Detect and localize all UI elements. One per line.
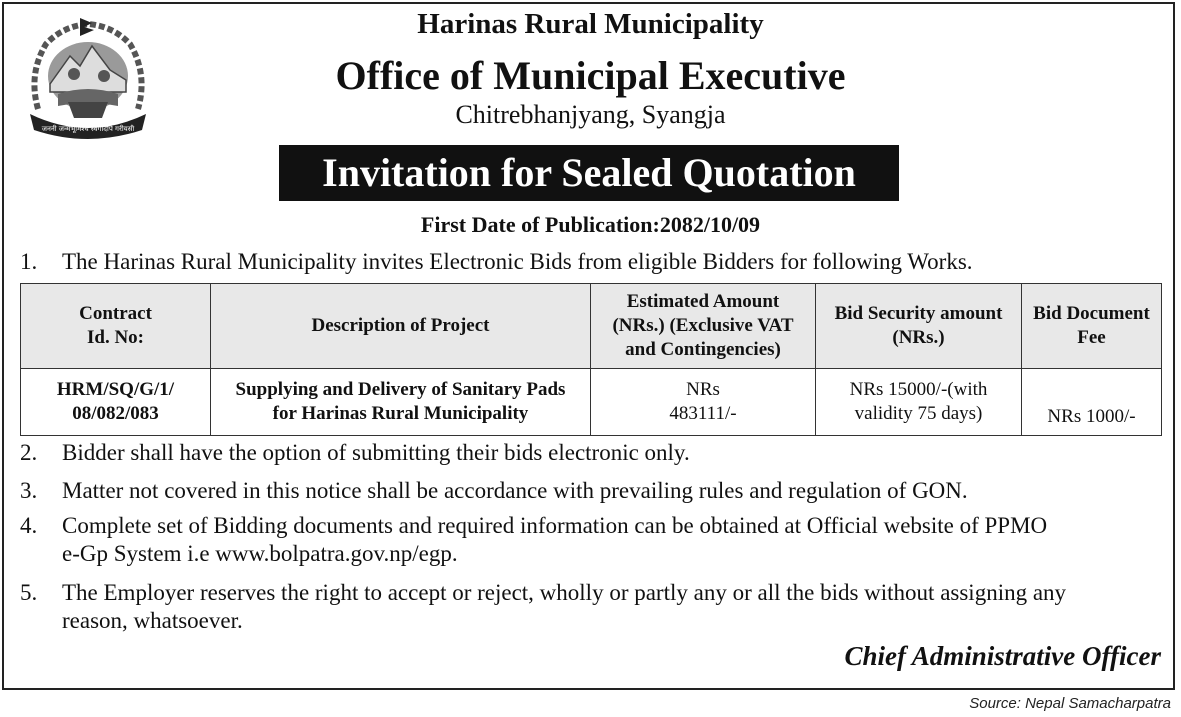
item-text: Complete set of Bidding documents and required information can be obtained at Official website of PPMO e-Gp System i.e www.bolpatra.gov.np/egp.	[62, 513, 1048, 566]
header-document-fee: Bid Document Fee	[1022, 284, 1162, 369]
item-number: 5.	[20, 580, 38, 605]
header-bid-security: Bid Security amount (NRs.)	[816, 284, 1022, 369]
signatory-title: Chief Administrative Officer	[844, 641, 1161, 671]
cell-estimated-amount: NRs 483111/-	[591, 369, 816, 436]
item-text: Matter not covered in this notice shall be accordance with prevailing rules and regulation of GON.	[62, 478, 968, 503]
header-contract-id: Contract Id. No:	[21, 284, 211, 369]
item-number: 2.	[20, 440, 38, 465]
publication-date: First Date of Publication:2082/10/09	[420, 212, 761, 237]
notice-title: Invitation for Sealed Quotation	[279, 145, 899, 201]
table-header-row	[21, 284, 1162, 369]
cell-document-fee: NRs 1000/-	[1022, 369, 1162, 436]
bid-table	[20, 283, 1162, 436]
cell-contract-id: HRM/SQ/G/1/ 08/082/083	[21, 369, 211, 436]
item-number: 4.	[20, 513, 38, 538]
source-credit: Source: Nepal Samacharpatra	[969, 695, 1171, 712]
notice-item-4	[20, 512, 1161, 572]
header-estimated-amount: Estimated Amount (NRs.) (Exclusive VAT and Contingencies)	[591, 284, 816, 369]
item-text: Bidder shall have the option of submitting their bids electronic only.	[62, 440, 690, 465]
cell-description: Supplying and Delivery of Sanitary Pads for Harinas Rural Municipality	[211, 369, 591, 436]
municipality-name: Harinas Rural Municipality	[417, 8, 764, 40]
item-number: 1.	[20, 249, 38, 274]
item-text: The Harinas Rural Municipality invites Electronic Bids from eligible Bidders for following Works.	[62, 249, 973, 274]
office-location: Chitrebhanjyang, Syangja	[455, 100, 726, 129]
cell-bid-security: NRs 15000/-(with validity 75 days)	[816, 369, 1022, 436]
notice-item-5	[20, 579, 1161, 639]
item-text: The Employer reserves the right to accept or reject, wholly or partly any or all the bids without assigning any reason, whatsoever.	[62, 580, 1067, 633]
emblem-motto: जननी जन्मभूमिश्च स्वर्गादपि गरीयसी	[41, 125, 135, 133]
table-row	[21, 369, 1162, 436]
item-number: 3.	[20, 478, 38, 503]
office-name: Office of Municipal Executive	[335, 53, 846, 98]
header-description: Description of Project	[211, 284, 591, 369]
